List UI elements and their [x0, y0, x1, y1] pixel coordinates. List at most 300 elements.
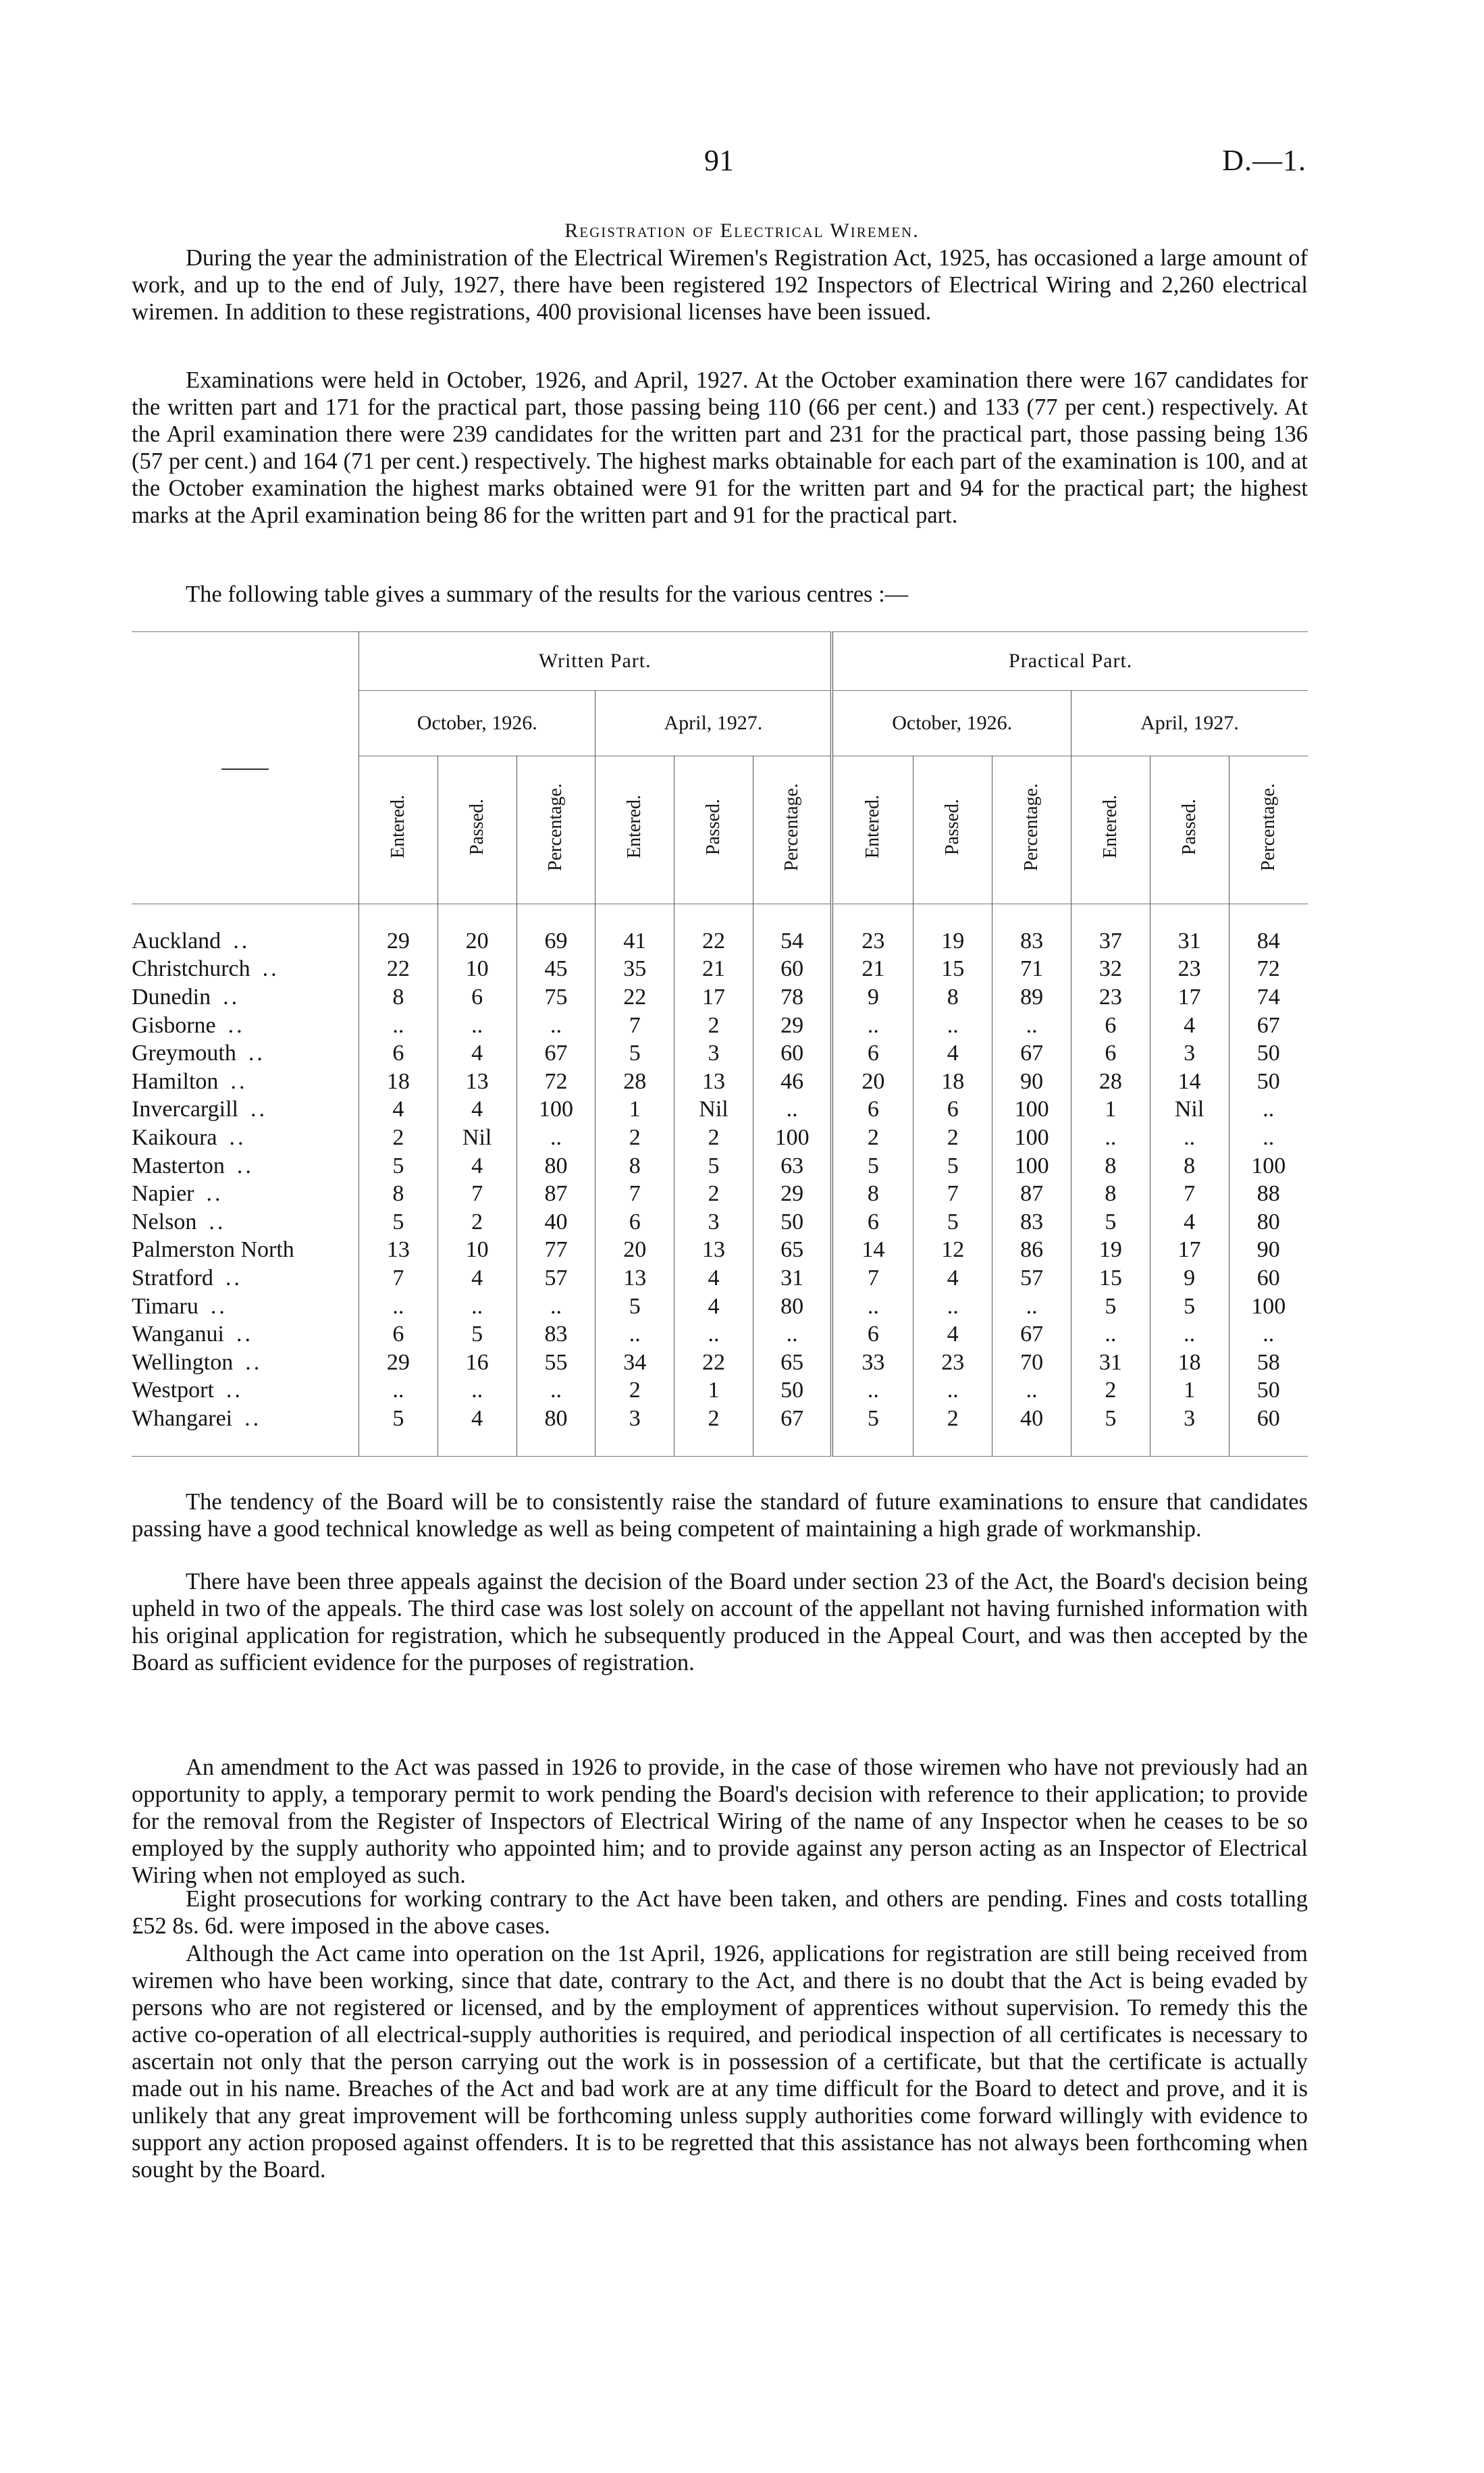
- centre-cell: [132, 1236, 359, 1265]
- value-cell: 100: [992, 1124, 1071, 1152]
- centre-cell: [132, 1208, 359, 1236]
- value-cell: 5: [1071, 1208, 1150, 1236]
- value-cell: ..: [753, 1320, 832, 1349]
- value-cell: 50: [1229, 1377, 1308, 1405]
- value-cell: ..: [516, 1012, 595, 1040]
- centre-name: Invercargill: [132, 1097, 238, 1122]
- value-cell: 10: [438, 956, 516, 984]
- value-cell: 72: [1229, 956, 1308, 984]
- value-cell: 80: [753, 1293, 832, 1321]
- dot-leader: ..: [206, 1181, 223, 1207]
- value-cell: 2: [832, 1124, 913, 1152]
- centre-name: Timaru: [132, 1293, 198, 1319]
- value-cell: 2: [674, 1180, 753, 1208]
- value-cell: 23: [1150, 956, 1229, 984]
- value-cell: 80: [1229, 1208, 1308, 1236]
- value-cell: 46: [753, 1068, 832, 1096]
- value-cell: 6: [359, 1320, 438, 1349]
- period-practical-october: October, 1926.: [832, 691, 1071, 756]
- col-entered: Entered.: [624, 795, 645, 859]
- value-cell: 22: [595, 983, 674, 1012]
- value-cell: 18: [913, 1068, 992, 1096]
- value-cell: ..: [438, 1377, 516, 1405]
- value-cell: 4: [359, 1096, 438, 1124]
- centre-name: Gisborne: [132, 1012, 216, 1038]
- value-cell: 75: [516, 983, 595, 1012]
- value-cell: 8: [832, 1180, 913, 1208]
- value-cell: 17: [1150, 1236, 1229, 1265]
- value-cell: ..: [359, 1293, 438, 1321]
- value-cell: ..: [1071, 1320, 1150, 1349]
- value-cell: 10: [438, 1236, 516, 1265]
- centre-cell: [132, 1012, 359, 1040]
- value-cell: 5: [1071, 1405, 1150, 1433]
- value-cell: 67: [753, 1405, 832, 1433]
- value-cell: 3: [595, 1405, 674, 1433]
- value-cell: ..: [1229, 1124, 1308, 1152]
- dot-leader: ..: [236, 1322, 253, 1347]
- value-cell: 60: [753, 1039, 832, 1068]
- value-cell: 13: [674, 1236, 753, 1265]
- period-written-october: October, 1926.: [359, 691, 595, 756]
- value-cell: 8: [359, 1180, 438, 1208]
- value-cell: 100: [1229, 1152, 1308, 1180]
- centre-cell: [132, 1096, 359, 1124]
- value-cell: 60: [1229, 1264, 1308, 1293]
- value-cell: 8: [1150, 1152, 1229, 1180]
- value-cell: Nil: [438, 1124, 516, 1152]
- value-cell: 5: [913, 1152, 992, 1180]
- dot-leader: ..: [245, 1349, 263, 1375]
- value-cell: ..: [438, 1293, 516, 1321]
- col-percentage: Percentage.: [545, 783, 566, 871]
- centre-name: Stratford: [132, 1265, 213, 1291]
- value-cell: 100: [1229, 1293, 1308, 1321]
- value-cell: 6: [832, 1208, 913, 1236]
- value-cell: 80: [516, 1152, 595, 1180]
- value-cell: 5: [832, 1152, 913, 1180]
- value-cell: 14: [832, 1236, 913, 1265]
- dot-leader: ..: [248, 1041, 265, 1066]
- value-cell: 7: [359, 1264, 438, 1293]
- value-cell: 4: [674, 1293, 753, 1321]
- dot-leader: ..: [230, 1068, 248, 1094]
- paragraph-appeals: There have been three appeals against the decision of the Board under section 23 of the Act, the Board's decision being upheld in two of the appeals. The third case was lost solely on account of the appellant not having furnished information with his original application for registration, which he subsequently produced in the Appeal Court, and was then accepted by the Board as sufficient evidence for the purposes of registration.: [132, 1569, 1308, 1675]
- value-cell: 100: [753, 1124, 832, 1152]
- centre-cell: [132, 1068, 359, 1096]
- value-cell: 17: [1150, 983, 1229, 1012]
- table-row: [132, 1377, 1308, 1405]
- value-cell: 5: [595, 1039, 674, 1068]
- centre-name: Nelson: [132, 1209, 197, 1234]
- value-cell: 6: [359, 1039, 438, 1068]
- value-cell: 2: [359, 1124, 438, 1152]
- value-cell: ..: [913, 1012, 992, 1040]
- col-percentage: Percentage.: [1021, 783, 1042, 871]
- value-cell: ..: [516, 1293, 595, 1321]
- value-cell: ..: [832, 1377, 913, 1405]
- value-cell: 21: [832, 956, 913, 984]
- centre-name: Wellington: [132, 1349, 234, 1375]
- col-passed: Passed.: [1178, 798, 1200, 856]
- dot-leader: ..: [233, 928, 250, 954]
- value-cell: 6: [595, 1208, 674, 1236]
- table-row: [132, 1068, 1308, 1096]
- value-cell: 60: [753, 956, 832, 984]
- col-entered: Entered.: [387, 795, 408, 859]
- table-row: [132, 1320, 1308, 1349]
- centre-cell: [132, 1180, 359, 1208]
- centre-cell: [132, 1349, 359, 1377]
- value-cell: 15: [1071, 1264, 1150, 1293]
- centre-name: Westport: [132, 1378, 214, 1403]
- value-cell: 7: [595, 1012, 674, 1040]
- value-cell: 8: [1071, 1180, 1150, 1208]
- value-cell: ..: [359, 1377, 438, 1405]
- value-cell: 6: [1071, 1039, 1150, 1068]
- value-cell: ..: [516, 1124, 595, 1152]
- value-cell: 32: [1071, 956, 1150, 984]
- table-row: [132, 927, 1308, 956]
- value-cell: 1: [1071, 1096, 1150, 1124]
- centre-name: Kaikoura: [132, 1124, 217, 1150]
- value-cell: 5: [913, 1208, 992, 1236]
- value-cell: 87: [516, 1180, 595, 1208]
- value-cell: 4: [913, 1320, 992, 1349]
- value-cell: 2: [1071, 1377, 1150, 1405]
- value-cell: ..: [992, 1012, 1071, 1040]
- value-cell: 50: [1229, 1039, 1308, 1068]
- value-cell: 23: [832, 927, 913, 956]
- value-cell: ..: [1071, 1124, 1150, 1152]
- period-practical-april: April, 1927.: [1071, 691, 1308, 756]
- centre-cell: [132, 1293, 359, 1321]
- value-cell: 100: [992, 1096, 1071, 1124]
- value-cell: 5: [674, 1152, 753, 1180]
- value-cell: 22: [359, 956, 438, 984]
- value-cell: 3: [1150, 1039, 1229, 1068]
- value-cell: Nil: [674, 1096, 753, 1124]
- value-cell: 5: [438, 1320, 516, 1349]
- dot-leader: ..: [223, 984, 240, 1010]
- dot-leader: ..: [209, 1209, 226, 1234]
- value-cell: 28: [595, 1068, 674, 1096]
- table-row: [132, 1236, 1308, 1265]
- value-cell: 5: [1150, 1293, 1229, 1321]
- value-cell: 18: [359, 1068, 438, 1096]
- value-cell: ..: [832, 1293, 913, 1321]
- value-cell: 65: [753, 1349, 832, 1377]
- value-cell: 29: [753, 1180, 832, 1208]
- paragraph-amendment: An amendment to the Act was passed in 1926 to provide, in the case of those wiremen who have not previously had an opportunity to apply, a temporary permit to work pending the Board's decision with reference to their application; to provide for the removal from the Register of Inspectors of Electrical Wiring of the name of any Inspector when he ceases to be so employed by the supply authority who appointed him; and to provide against any person acting as an Inspector of Electrical Wiring when not employed as such.: [132, 1754, 1308, 1888]
- value-cell: 20: [438, 927, 516, 956]
- value-cell: 100: [992, 1152, 1071, 1180]
- value-cell: 5: [832, 1405, 913, 1433]
- table-end-row: [132, 1433, 1308, 1457]
- value-cell: 5: [595, 1293, 674, 1321]
- value-cell: 29: [359, 1349, 438, 1377]
- header-dash: [221, 769, 269, 770]
- value-cell: 20: [832, 1068, 913, 1096]
- value-cell: 90: [992, 1068, 1071, 1096]
- value-cell: 4: [1150, 1012, 1229, 1040]
- value-cell: 5: [359, 1152, 438, 1180]
- document-reference: D.—1.: [1222, 144, 1306, 177]
- dot-leader: ..: [229, 1124, 246, 1150]
- value-cell: 4: [438, 1405, 516, 1433]
- table-row: [132, 1208, 1308, 1236]
- value-cell: ..: [438, 1012, 516, 1040]
- value-cell: ..: [359, 1012, 438, 1040]
- centre-name: Whangarei: [132, 1405, 233, 1431]
- value-cell: 4: [438, 1039, 516, 1068]
- value-cell: 67: [992, 1039, 1071, 1068]
- centre-name: Palmerston North: [132, 1237, 294, 1263]
- table-row: [132, 983, 1308, 1012]
- centre-header: [132, 632, 359, 904]
- centre-cell: [132, 1152, 359, 1180]
- value-cell: 45: [516, 956, 595, 984]
- value-cell: 3: [674, 1208, 753, 1236]
- centre-cell: [132, 983, 359, 1012]
- paragraph-prosecutions: Eight prosecutions for working contrary to the Act have been taken, and others are pending. Fines and costs totalling £52 8s. 6d. were imposed in the above cases.: [132, 1886, 1308, 1939]
- value-cell: ..: [913, 1293, 992, 1321]
- value-cell: 5: [1071, 1293, 1150, 1321]
- value-cell: 60: [1229, 1405, 1308, 1433]
- value-cell: 7: [913, 1180, 992, 1208]
- value-cell: 2: [913, 1405, 992, 1433]
- value-cell: 1: [674, 1377, 753, 1405]
- table-row: [132, 1180, 1308, 1208]
- value-cell: 5: [359, 1405, 438, 1433]
- group-practical: Practical Part.: [832, 632, 1308, 691]
- value-cell: 8: [913, 983, 992, 1012]
- value-cell: 87: [992, 1180, 1071, 1208]
- value-cell: 13: [359, 1236, 438, 1265]
- value-cell: 83: [992, 1208, 1071, 1236]
- value-cell: 4: [674, 1264, 753, 1293]
- value-cell: 2: [595, 1377, 674, 1405]
- value-cell: 17: [674, 983, 753, 1012]
- value-cell: 57: [516, 1264, 595, 1293]
- dot-leader: ..: [250, 1097, 267, 1122]
- value-cell: ..: [516, 1377, 595, 1405]
- dot-leader: ..: [228, 1012, 245, 1038]
- value-cell: 19: [1071, 1236, 1150, 1265]
- value-cell: 80: [516, 1405, 595, 1433]
- value-cell: 2: [438, 1208, 516, 1236]
- value-cell: 77: [516, 1236, 595, 1265]
- value-cell: 63: [753, 1152, 832, 1180]
- value-cell: 33: [832, 1349, 913, 1377]
- value-cell: 6: [832, 1039, 913, 1068]
- col-percentage: Percentage.: [1257, 783, 1279, 871]
- value-cell: 86: [992, 1236, 1071, 1265]
- centre-cell: [132, 1264, 359, 1293]
- value-cell: 83: [516, 1320, 595, 1349]
- value-cell: 83: [992, 927, 1071, 956]
- table-row: [132, 1349, 1308, 1377]
- value-cell: 12: [913, 1236, 992, 1265]
- value-cell: 90: [1229, 1236, 1308, 1265]
- value-cell: 2: [913, 1124, 992, 1152]
- col-passed: Passed.: [942, 798, 963, 856]
- table-row: [132, 1096, 1308, 1124]
- col-passed: Passed.: [703, 798, 724, 856]
- dot-leader: ..: [225, 1265, 242, 1291]
- value-cell: 40: [516, 1208, 595, 1236]
- value-cell: 4: [913, 1039, 992, 1068]
- paragraph-registrations: During the year the administration of the Electrical Wiremen's Registration Act, 1925, has occasioned a large amount of work, and up to the end of July, 1927, there have been registered 192 Inspectors of Electrical Wiring and 2,260 electrical wiremen. In addition to these registrations, 400 provisional licenses have been issued.: [132, 245, 1308, 325]
- value-cell: 7: [595, 1180, 674, 1208]
- value-cell: 2: [674, 1405, 753, 1433]
- value-cell: 1: [595, 1096, 674, 1124]
- centre-cell: [132, 956, 359, 984]
- value-cell: 16: [438, 1349, 516, 1377]
- value-cell: 2: [674, 1012, 753, 1040]
- value-cell: 6: [438, 983, 516, 1012]
- value-cell: ..: [1150, 1320, 1229, 1349]
- centre-name: Greymouth: [132, 1041, 236, 1066]
- paragraph-examinations: Examinations were held in October, 1926, and April, 1927. At the October examination there were 167 candidates for the written part and 171 for the practical part, those passing being 110 (66 per cent.) and 133 (77 per cent.) respectively. At the April examination there were 239 candidates for the written part and 231 for the practical part, those passing being 136 (57 per cent.) and 164 (71 per cent.) respectively. The highest marks obtainable for each part of the examination is 100, and at the October examination the highest marks obtained were 91 for the written part and 94 for the practical part; the highest marks at the April examination being 86 for the written part and 91 for the practical part.: [132, 367, 1308, 528]
- value-cell: 6: [832, 1320, 913, 1349]
- value-cell: 20: [595, 1236, 674, 1265]
- value-cell: ..: [595, 1320, 674, 1349]
- centre-cell: [132, 927, 359, 956]
- value-cell: 7: [1150, 1180, 1229, 1208]
- dot-leader: ..: [244, 1405, 262, 1431]
- value-cell: 88: [1229, 1180, 1308, 1208]
- dot-leader: ..: [236, 1153, 254, 1178]
- value-cell: 4: [913, 1264, 992, 1293]
- centre-cell: [132, 1320, 359, 1349]
- centre-cell: [132, 1039, 359, 1068]
- value-cell: 13: [438, 1068, 516, 1096]
- value-cell: 35: [595, 956, 674, 984]
- table-row: [132, 1264, 1308, 1293]
- value-cell: 70: [992, 1349, 1071, 1377]
- value-cell: 58: [1229, 1349, 1308, 1377]
- col-entered: Entered.: [862, 795, 884, 859]
- col-passed: Passed.: [466, 798, 487, 856]
- value-cell: 78: [753, 983, 832, 1012]
- period-written-april: April, 1927.: [595, 691, 832, 756]
- value-cell: 50: [753, 1377, 832, 1405]
- value-cell: 54: [753, 927, 832, 956]
- value-cell: 40: [992, 1405, 1071, 1433]
- value-cell: 28: [1071, 1068, 1150, 1096]
- value-cell: 65: [753, 1236, 832, 1265]
- value-cell: 31: [1150, 927, 1229, 956]
- value-cell: 23: [913, 1349, 992, 1377]
- value-cell: 18: [1150, 1349, 1229, 1377]
- value-cell: 3: [1150, 1405, 1229, 1433]
- value-cell: 4: [1150, 1208, 1229, 1236]
- value-cell: 67: [516, 1039, 595, 1068]
- value-cell: 6: [1071, 1012, 1150, 1040]
- value-cell: 8: [359, 983, 438, 1012]
- value-cell: 2: [674, 1124, 753, 1152]
- results-table: [132, 631, 1308, 1457]
- value-cell: ..: [674, 1320, 753, 1349]
- value-cell: 22: [674, 1349, 753, 1377]
- paragraph-table-intro: The following table gives a summary of the results for the various centres :—: [186, 581, 909, 607]
- centre-cell: [132, 1124, 359, 1152]
- value-cell: ..: [913, 1377, 992, 1405]
- value-cell: 41: [595, 927, 674, 956]
- value-cell: 71: [992, 956, 1071, 984]
- centre-name: Dunedin: [132, 984, 211, 1010]
- value-cell: 100: [516, 1096, 595, 1124]
- value-cell: 29: [753, 1012, 832, 1040]
- value-cell: Nil: [1150, 1096, 1229, 1124]
- value-cell: 57: [992, 1264, 1071, 1293]
- centre-name: Wanganui: [132, 1322, 224, 1347]
- centre-cell: [132, 1377, 359, 1405]
- value-cell: 19: [913, 927, 992, 956]
- value-cell: 89: [992, 983, 1071, 1012]
- paragraph-evasion: Although the Act came into operation on the 1st April, 1926, applications for registration are still being received from wiremen who have been working, since that date, contrary to the Act, and there is no doubt that the Act is being evaded by persons who are not registered or licensed, and by the employment of apprentices without supervision. To remedy this the active co-operation of all electrical-supply authorities is required, and periodical inspection of all certificates is necessary to ascertain not only that the person carrying out the work is in possession of a certificate, but that the certificate is actually made out in his name. Breaches of the Act and bad work are at any time difficult for the Board to detect and prove, and it is unlikely that any great improvement will be forthcoming unless supply authorities come forward willingly with evidence to support any action proposed against offenders. It is to be regretted that this assistance has not always been forthcoming when sought by the Board.: [132, 1941, 1308, 2183]
- table-row: [132, 956, 1308, 984]
- value-cell: 6: [913, 1096, 992, 1124]
- value-cell: ..: [1150, 1124, 1229, 1152]
- centre-name: Auckland: [132, 928, 221, 954]
- group-written: Written Part.: [359, 632, 832, 691]
- value-cell: 34: [595, 1349, 674, 1377]
- value-cell: ..: [753, 1096, 832, 1124]
- value-cell: ..: [992, 1377, 1071, 1405]
- table-row: [132, 1152, 1308, 1180]
- value-cell: 50: [1229, 1068, 1308, 1096]
- centre-cell: [132, 1405, 359, 1433]
- col-entered: Entered.: [1099, 795, 1121, 859]
- value-cell: 6: [832, 1096, 913, 1124]
- value-cell: 8: [1071, 1152, 1150, 1180]
- results-body: [132, 904, 1308, 1457]
- section-title: Registration of Electrical Wiremen.: [564, 219, 920, 242]
- value-cell: 69: [516, 927, 595, 956]
- value-cell: 4: [438, 1152, 516, 1180]
- value-cell: 8: [595, 1152, 674, 1180]
- value-cell: 37: [1071, 927, 1150, 956]
- centre-name: Hamilton: [132, 1068, 219, 1094]
- page-number: 91: [704, 144, 734, 177]
- col-percentage: Percentage.: [781, 783, 803, 871]
- table-row: [132, 1405, 1308, 1433]
- value-cell: 3: [674, 1039, 753, 1068]
- value-cell: 31: [753, 1264, 832, 1293]
- value-cell: 9: [832, 983, 913, 1012]
- table-row: [132, 1012, 1308, 1040]
- value-cell: 72: [516, 1068, 595, 1096]
- centre-name: Napier: [132, 1181, 194, 1207]
- value-cell: 15: [913, 956, 992, 984]
- value-cell: 67: [1229, 1012, 1308, 1040]
- value-cell: 21: [674, 956, 753, 984]
- value-cell: ..: [832, 1012, 913, 1040]
- value-cell: ..: [1229, 1320, 1308, 1349]
- table-row: [132, 1124, 1308, 1152]
- value-cell: 14: [1150, 1068, 1229, 1096]
- value-cell: 67: [992, 1320, 1071, 1349]
- page-header: [132, 143, 1306, 184]
- value-cell: ..: [1229, 1096, 1308, 1124]
- value-cell: 74: [1229, 983, 1308, 1012]
- value-cell: 9: [1150, 1264, 1229, 1293]
- value-cell: 13: [674, 1068, 753, 1096]
- value-cell: 55: [516, 1349, 595, 1377]
- value-cell: 1: [1150, 1377, 1229, 1405]
